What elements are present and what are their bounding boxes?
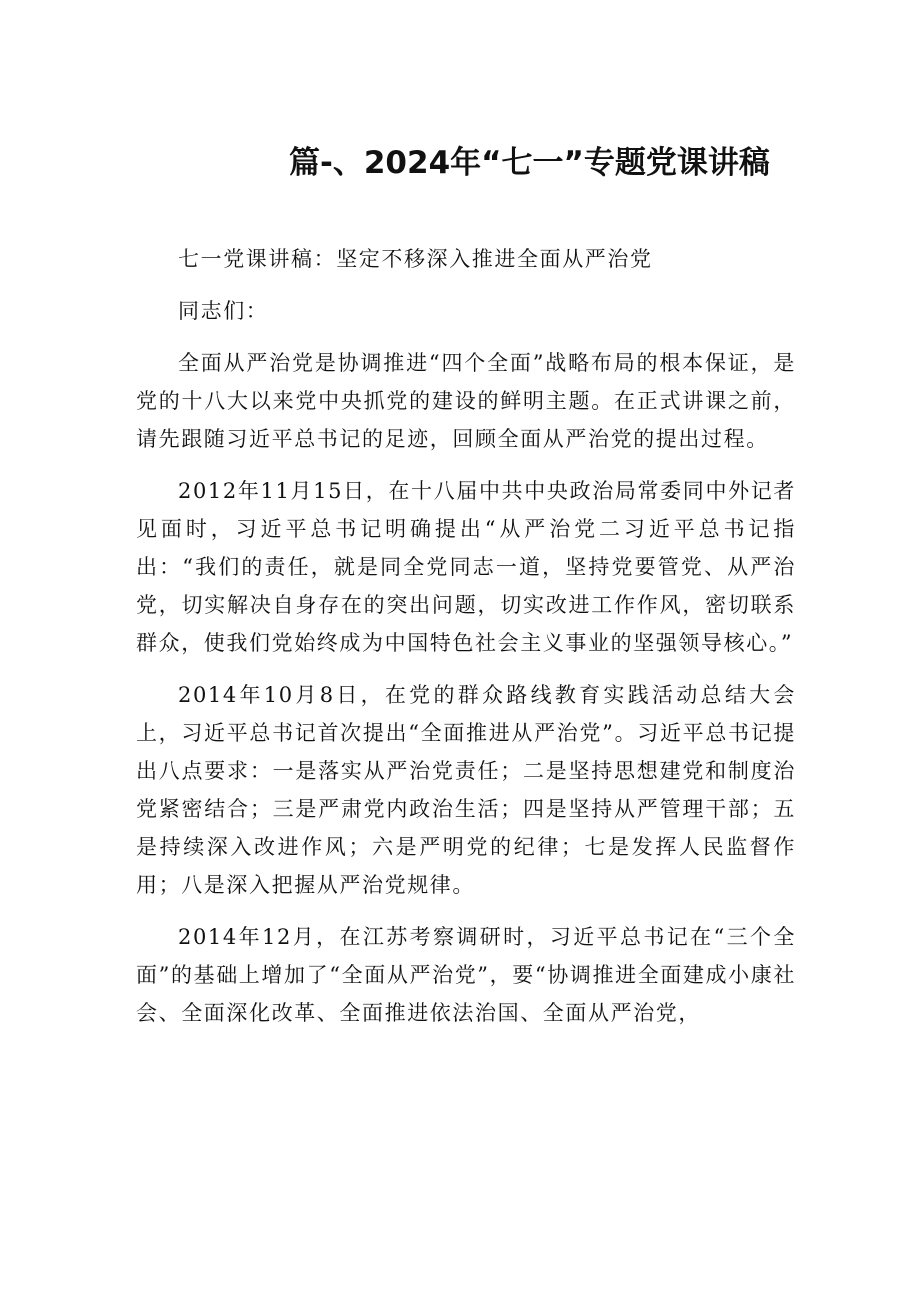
paragraph: 2014年12月，在江苏考察调研时，习近平总书记在“三个全面”的基础上增加了“全面从严治党”，要“协调推进全面建成小康社会、全面深化改革、全面推进依法治国、全面从严治党， (136, 925, 796, 1025)
paragraph: 全面从严治党是协调推进“四个全面”战略布局的根本保证，是党的十八大以来党中央抓党的建设的鲜明主题。在正式讲课之前，请先跟随习近平总书记的足迹，回顾全面从严治党的提出过程。 (136, 351, 796, 451)
document-subtitle: 七一党课讲稿：坚定不移深入推进全面从严治党 (178, 247, 653, 271)
paragraph: 2014年10月8日，在党的群众路线教育实践活动总结大会上，习近平总书记首次提出“全面推进从严治党”。习近平总书记提出八点要求：一是落实从严治党责任；二是坚持思想建党和制度治党紧密结合；三是严肃党内政治生活；四是坚持从严管理干部；五是持续深入改进作风；六是严明党的纪律；七是发挥人民监督作用；八是深入把握从严治党规律。 (136, 683, 796, 897)
document-body (136, 240, 796, 1046)
paragraph: 2012年11月15日，在十八届中共中央政治局常委同中外记者见面时，习近平总书记明确提出“从严治党二习近平总书记指出：“我们的责任，就是同全党同志一道，坚持党要管党、从严治党，切实解决自身存在的突出问题，切实改进工作作风，密切联系群众，使我们党始终成为中国特色社会主义事业的坚强领导核心。” (136, 479, 796, 655)
greeting: 同志们： (178, 299, 269, 323)
document-title: 篇-、2024年“七一”专题党课讲稿 (289, 145, 770, 181)
